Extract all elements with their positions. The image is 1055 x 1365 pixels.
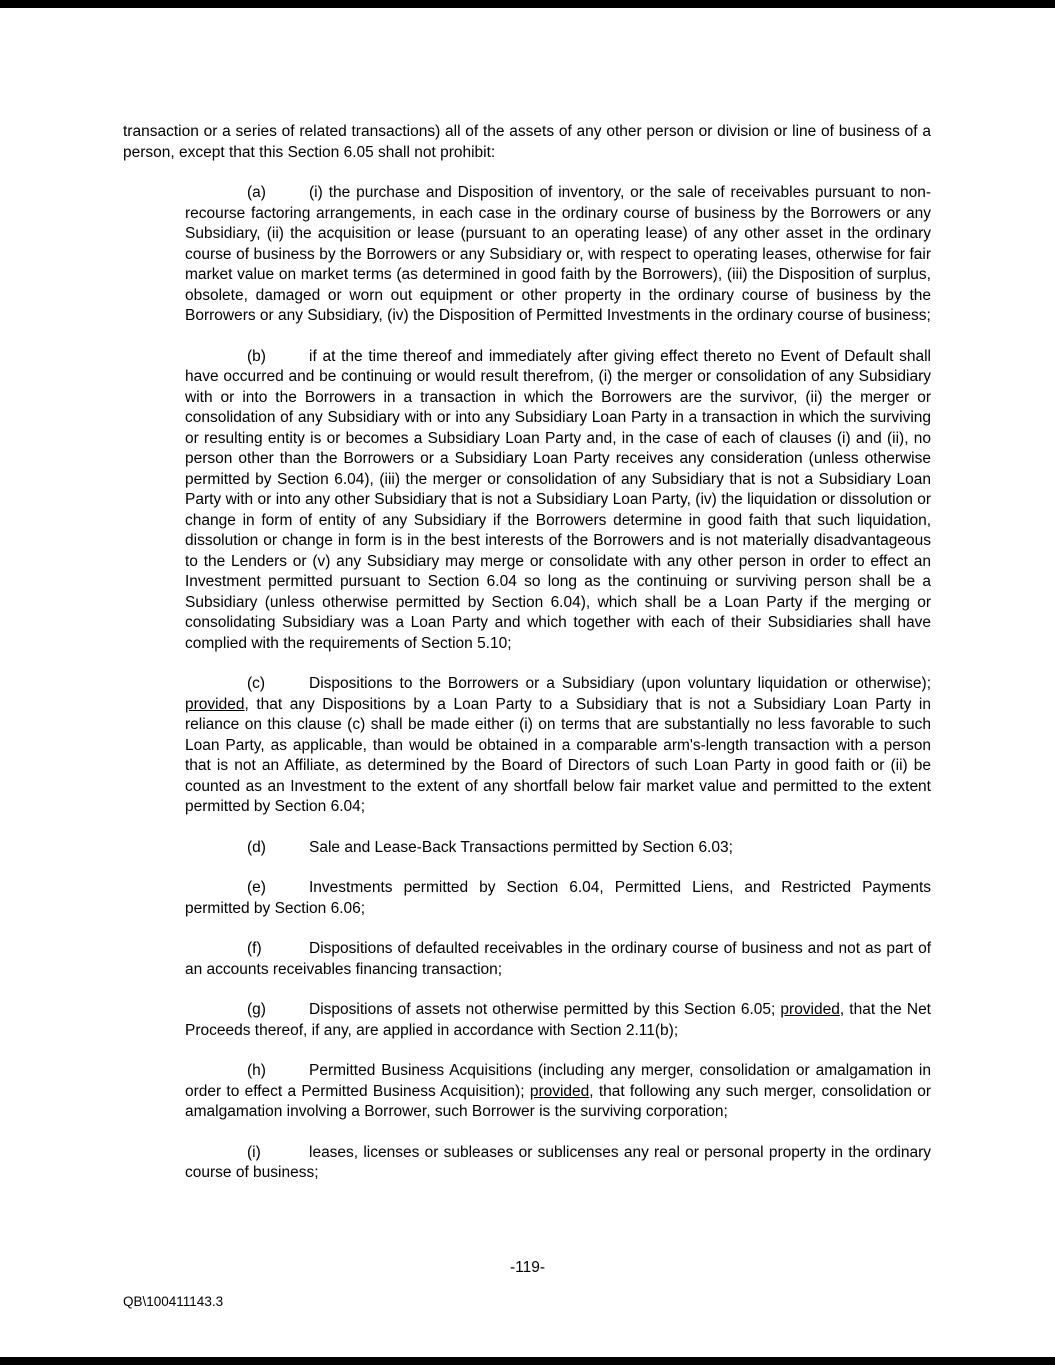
paragraph-c	[185, 674, 931, 818]
text-run: Investments permitted by Section 6.04, Permitted Liens, and Restricted Payments permitted by Section 6.06;	[185, 879, 931, 917]
paragraph-g	[185, 1000, 931, 1041]
paragraph-text	[185, 675, 931, 815]
paragraph-h	[185, 1061, 931, 1123]
paragraph-label: (d)	[247, 838, 266, 856]
paragraph-d	[185, 838, 931, 859]
paragraph-text	[185, 348, 931, 652]
document-id-footer: QB\100411143.3	[123, 1294, 224, 1309]
scan-edge-top	[0, 0, 1055, 8]
paragraph-e	[185, 878, 931, 919]
underlined-term: provided	[529, 1082, 590, 1100]
paragraph-a	[185, 183, 931, 327]
paragraph-label: (g)	[247, 1001, 266, 1018]
paragraph-text	[309, 839, 733, 856]
paragraph-label: (e)	[247, 879, 266, 896]
paragraph-text	[185, 184, 931, 324]
underlined-term: provided	[780, 1001, 840, 1018]
text-run: (i) the purchase and Disposition of inventory, or the sale of receivables pursuant to non-recourse factoring arrangements, in each case in the ordinary course of business by the Borrowers or any Subsidiary, (ii) the acquisition or lease (pursuant to an operating lease) of any other asset in the ordinary course of business by the Borrowers or any Subsidiary or, with respect to operating leases, otherwise for fair market value on market terms (as determined in good faith by the Borrowers), (iii) the Disposition of surplus, obsolete, damaged or worn out equipment or other property in the ordinary course of business by the Borrowers or any Subsidiary, (iv) the Disposition of Permitted Investments in the ordinary course of business;	[185, 184, 931, 324]
underlined-term: provided	[185, 695, 245, 713]
text-run: Sale and Lease-Back Transactions permitted by Section 6.03;	[309, 838, 733, 856]
text-run: if at the time thereof and immediately after giving effect thereto no Event of Default shall have occurred and be continuing or would result therefrom, (i) the merger or consolidation of any Subsidiary with or into the Borrowers in a transaction in which the Borrowers are the survivor, (ii) the merger or consolidation of any Subsidiary with or into any Subsidiary Loan Party in a transaction in which the surviving or resulting entity is or becomes a Subsidiary Loan Party and, in the case of each of clauses (i) and (ii), no person other than the Borrowers or a Subsidiary Loan Party receives any consideration (unless otherwise permitted by Section 6.04), (iii) the merger or consolidation of any Subsidiary that is not a Subsidiary Loan Party with or into any other Subsidiary that is not a Subsidiary Loan Party, (iv) the liquidation or dissolution or change in form of entity of any Subsidiary if the Borrowers determine in good faith that such liquidation, dissolution or change in form is in the best interests of the Borrowers and is not materially disadvantageous to the Lenders or (v) any Subsidiary may merge or consolidate with any other person in order to effect an Investment permitted pursuant to Section 6.04 so long as the continuing or surviving person shall be a Subsidiary (unless otherwise permitted by Section 6.04), which shall be a Loan Party if the merging or consolidating Subsidiary was a Loan Party and which together with each of their Subsidiaries shall have complied with the requirements of Section 5.10;	[185, 347, 931, 652]
intro-paragraph: transaction or a series of related transactions) all of the assets of any other person or division or line of business of a person, except that this Section 6.05 shall not prohibit:	[123, 123, 931, 161]
paragraph-label: (h)	[247, 1062, 266, 1079]
text-run: leases, licenses or subleases or sublicenses any real or personal property in the ordinary course of business;	[185, 1143, 931, 1181]
document-body	[123, 122, 931, 1184]
paragraph-label: (c)	[247, 675, 266, 692]
paragraph-label: (b)	[247, 347, 266, 365]
paragraph-b	[185, 347, 931, 655]
text-run: Dispositions of assets not otherwise permitted by this Section 6.05;	[309, 1001, 781, 1018]
paragraph-i	[185, 1143, 931, 1184]
paragraph-label: (a)	[247, 184, 266, 201]
page-number: -119-	[509, 1259, 546, 1276]
text-run: , that any Dispositions by a Loan Party to a Subsidiary that is not a Subsidiary Loan Party in reliance on this clause (c) shall be made either (i) on terms that are substantially no less favorable to such Loan Party, as applicable, than would be obtained in a comparable arm's-length transaction with a person that is not an Affiliate, as determined by the Board of Directors of such Loan Party in good faith or (ii) be counted as an Investment to the extent of any shortfall below fair market value and permitted to the extent permitted by Section 6.04;	[185, 695, 931, 815]
paragraph-label: (f)	[247, 940, 262, 957]
paragraph-label: (i)	[247, 1143, 261, 1161]
paragraph-f	[185, 939, 931, 980]
text-run: , that following any such merger, consolidation or amalgamation involving a Borrower, such Borrower is the surviving corporation;	[185, 1082, 931, 1120]
text-run: Dispositions of defaulted receivables in the ordinary course of business and not as part of an accounts receivables financing transaction;	[185, 940, 931, 978]
text-run: Permitted Business Acquisitions (including any merger, consolidation or amalgamation in order to effect a Permitted Business Acquisition);	[185, 1062, 931, 1100]
scan-edge-bottom	[0, 1357, 1055, 1365]
text-run: Dispositions to the Borrowers or a Subsidiary (upon voluntary liquidation or otherwise);	[309, 675, 931, 692]
text-run: , that the Net Proceeds thereof, if any, are applied in accordance with Section 2.11(b);	[185, 1001, 931, 1039]
